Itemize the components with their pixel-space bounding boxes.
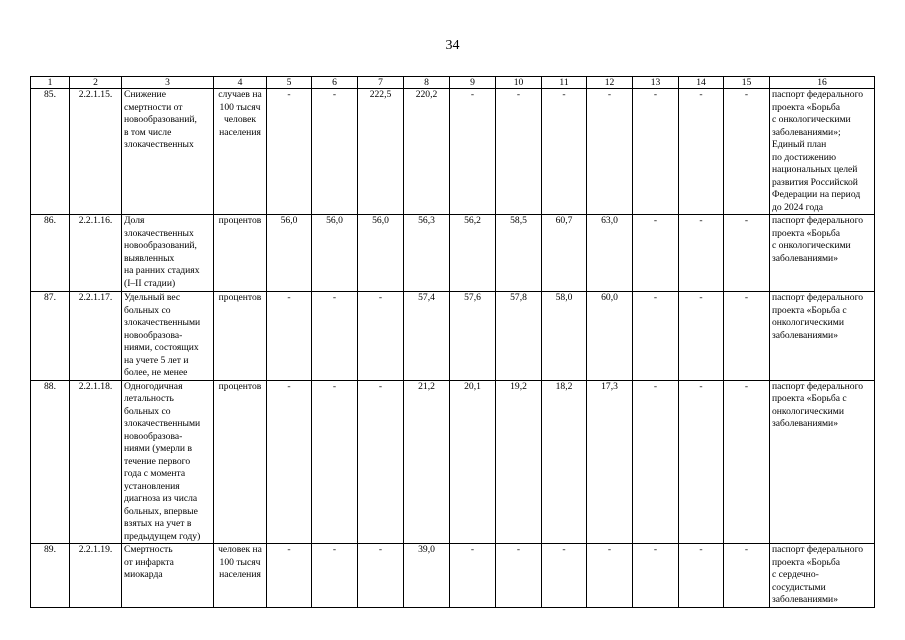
value-cell: -: [679, 380, 724, 544]
value-cell: -: [633, 292, 679, 381]
value-cell: 60,0: [587, 292, 633, 381]
value-cell: -: [633, 544, 679, 608]
value-cell: 60,7: [542, 215, 587, 292]
column-header: 11: [542, 77, 587, 89]
value-cell: -: [542, 89, 587, 215]
table-row: [31, 292, 875, 381]
indicator-code: 2.2.1.19.: [70, 544, 122, 608]
value-cell: 56,0: [267, 215, 312, 292]
value-cell: 56,0: [312, 215, 358, 292]
value-cell: -: [679, 89, 724, 215]
value-cell: -: [679, 544, 724, 608]
indicator-code: 2.2.1.18.: [70, 380, 122, 544]
value-cell: 57,4: [404, 292, 450, 381]
unit: процентов: [214, 215, 267, 292]
value-cell: -: [267, 544, 312, 608]
value-cell: -: [724, 380, 770, 544]
indicator-name: Снижение смертности от новообразований, в том числе злокачественных: [122, 89, 214, 215]
value-cell: -: [587, 89, 633, 215]
table-row: [31, 89, 875, 215]
value-cell: -: [724, 89, 770, 215]
source-document: паспорт федерального проекта «Борьба с сердечно- сосудистыми заболеваниями»: [770, 544, 875, 608]
value-cell: 58,5: [496, 215, 542, 292]
table-row: [31, 380, 875, 544]
value-cell: 39,0: [404, 544, 450, 608]
indicator-name: Удельный вес больных со злокачественными новообразова- ниями, состоящих на учете 5 лет и более, не менее: [122, 292, 214, 381]
value-cell: 63,0: [587, 215, 633, 292]
value-cell: 56,2: [450, 215, 496, 292]
value-cell: -: [724, 215, 770, 292]
table-row: [31, 215, 875, 292]
unit: процентов: [214, 380, 267, 544]
value-cell: -: [450, 544, 496, 608]
value-cell: -: [267, 292, 312, 381]
row-number: 89.: [31, 544, 70, 608]
value-cell: -: [633, 89, 679, 215]
value-cell: -: [358, 544, 404, 608]
indicator-name: Смертность от инфаркта миокарда: [122, 544, 214, 608]
value-cell: -: [724, 544, 770, 608]
value-cell: -: [358, 292, 404, 381]
value-cell: -: [267, 380, 312, 544]
source-document: паспорт федерального проекта «Борьба с онкологическими заболеваниями»: [770, 215, 875, 292]
source-document: паспорт федерального проекта «Борьба с онкологическими заболеваниями»: [770, 380, 875, 544]
value-cell: -: [633, 380, 679, 544]
value-cell: -: [312, 89, 358, 215]
value-cell: -: [450, 89, 496, 215]
value-cell: -: [633, 215, 679, 292]
column-header: 12: [587, 77, 633, 89]
value-cell: 220,2: [404, 89, 450, 215]
indicator-name: Одногодичная летальность больных со злокачественными новообразова- ниями (умерли в течение первого года с момента установления диагноза из числа больных, впервые взятых на учет в предыдущем году): [122, 380, 214, 544]
column-header: 14: [679, 77, 724, 89]
row-number: 88.: [31, 380, 70, 544]
value-cell: -: [358, 380, 404, 544]
column-header: 4: [214, 77, 267, 89]
value-cell: 20,1: [450, 380, 496, 544]
indicator-code: 2.2.1.15.: [70, 89, 122, 215]
value-cell: -: [312, 292, 358, 381]
source-document: паспорт федерального проекта «Борьба с онкологическими заболеваниями»: [770, 292, 875, 381]
page-number: 34: [445, 38, 460, 53]
value-cell: 222,5: [358, 89, 404, 215]
column-header: 3: [122, 77, 214, 89]
indicator-code: 2.2.1.16.: [70, 215, 122, 292]
indicators-table: [30, 76, 875, 608]
value-cell: -: [724, 292, 770, 381]
value-cell: 56,3: [404, 215, 450, 292]
value-cell: 58,0: [542, 292, 587, 381]
indicator-code: 2.2.1.17.: [70, 292, 122, 381]
column-header: 15: [724, 77, 770, 89]
value-cell: 17,3: [587, 380, 633, 544]
row-number: 85.: [31, 89, 70, 215]
column-header: 2: [70, 77, 122, 89]
column-header: 7: [358, 77, 404, 89]
value-cell: -: [312, 544, 358, 608]
unit: человек на 100 тысяч населения: [214, 544, 267, 608]
value-cell: -: [679, 215, 724, 292]
column-header: 13: [633, 77, 679, 89]
value-cell: 56,0: [358, 215, 404, 292]
value-cell: -: [312, 380, 358, 544]
value-cell: -: [496, 89, 542, 215]
value-cell: -: [496, 544, 542, 608]
value-cell: -: [587, 544, 633, 608]
column-header: 9: [450, 77, 496, 89]
value-cell: 57,6: [450, 292, 496, 381]
column-header: 10: [496, 77, 542, 89]
source-document: паспорт федерального проекта «Борьба с онкологическими заболеваниями»; Единый план по достижению национальных целей развития Российской Федерации на период до 2024 года: [770, 89, 875, 215]
column-header: 6: [312, 77, 358, 89]
row-number: 87.: [31, 292, 70, 381]
unit: процентов: [214, 292, 267, 381]
column-header: 5: [267, 77, 312, 89]
value-cell: -: [267, 89, 312, 215]
column-header: 16: [770, 77, 875, 89]
unit: случаев на 100 тысяч человек населения: [214, 89, 267, 215]
value-cell: 21,2: [404, 380, 450, 544]
header-row: [31, 77, 875, 89]
indicator-name: Доля злокачественных новообразований, выявленных на ранних стадиях (I–II стадии): [122, 215, 214, 292]
column-header: 8: [404, 77, 450, 89]
value-cell: 57,8: [496, 292, 542, 381]
value-cell: -: [679, 292, 724, 381]
value-cell: -: [542, 544, 587, 608]
row-number: 86.: [31, 215, 70, 292]
value-cell: 19,2: [496, 380, 542, 544]
value-cell: 18,2: [542, 380, 587, 544]
column-header: 1: [31, 77, 70, 89]
table-row: [31, 544, 875, 608]
